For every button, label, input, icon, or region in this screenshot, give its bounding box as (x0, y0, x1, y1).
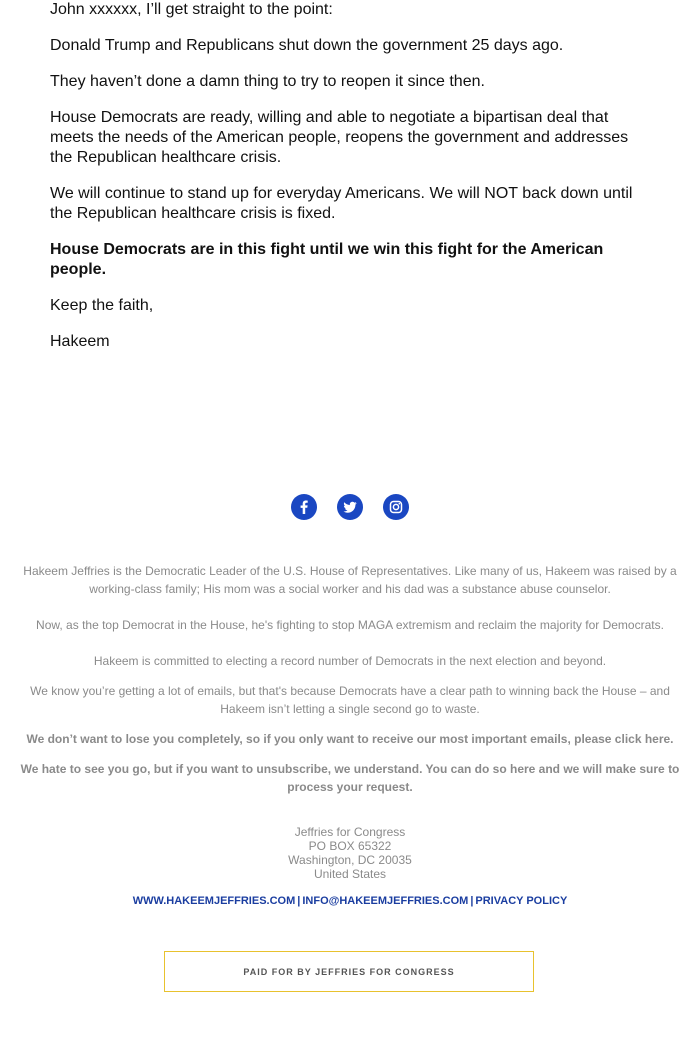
footer-text: Now, as the top Democrat in the House, he's fighting to stop MAGA extremism and reclaim the majority for Democrats. (36, 618, 664, 632)
important-emails-link[interactable]: We don’t want to lose you completely, so if you only want to receive our most important emails, please click here. (26, 732, 674, 746)
twitter-icon[interactable] (337, 494, 363, 520)
privacy-policy-link[interactable]: PRIVACY POLICY (475, 895, 568, 907)
link-separator: | (470, 895, 474, 907)
footer-text: We know you’re getting a lot of emails, but that's because Democrats have a clear path to winning back the House – and Hakeem isn’t letting a single second go to waste. (30, 684, 670, 716)
letter-paragraph: We will continue to stand up for everyday Americans. We will NOT back down until the Republican healthcare crisis is fixed. (50, 185, 633, 222)
letter-emphasis: House Democrats are in this fight until we win this fight for the American people. (50, 241, 604, 278)
address-org: Jeffries for Congress (294, 825, 406, 839)
facebook-icon[interactable] (291, 494, 317, 520)
email-link[interactable]: INFO@HAKEEMJEFFRIES.COM (302, 895, 469, 907)
footer-links (0, 895, 700, 907)
footer-bio: Hakeem Jeffries is the Democratic Leader of the U.S. House of Representatives. Like many of us, Hakeem was raised by a working-class family; His mom was a social worker and his dad was a substance abuse counselor. (23, 564, 677, 596)
unsubscribe-link[interactable]: We hate to see you go, but if you want to unsubscribe, we understand. You can do so here and we will make sure to process your request. (20, 762, 680, 794)
paid-for-disclaimer: PAID FOR BY JEFFRIES FOR CONGRESS (164, 951, 534, 992)
letter-paragraph: House Democrats are ready, willing and able to negotiate a bipartisan deal that meets the needs of the American people, reopens the government and addresses the Republican healthcare crisis. (50, 109, 629, 166)
mailing-address (0, 825, 700, 881)
address-country: United States (313, 867, 387, 881)
address-box: PO BOX 65322 (308, 839, 392, 853)
letter-closing: Keep the faith, (50, 297, 154, 314)
address-city: Washington, DC 20035 (288, 853, 412, 867)
letter-greeting: John xxxxxx, I’ll get straight to the point: (50, 1, 333, 18)
link-separator: | (297, 895, 301, 907)
website-link[interactable]: WWW.HAKEEMJEFFRIES.COM (132, 895, 296, 907)
social-links (0, 494, 700, 520)
instagram-icon[interactable] (383, 494, 409, 520)
letter-signature: Hakeem (50, 333, 110, 350)
letter-paragraph: They haven’t done a damn thing to try to reopen it since then. (50, 73, 485, 90)
footer-text: Hakeem is committed to electing a record number of Democrats in the next election and beyond. (93, 654, 607, 668)
letter-paragraph: Donald Trump and Republicans shut down the government 25 days ago. (50, 37, 564, 54)
